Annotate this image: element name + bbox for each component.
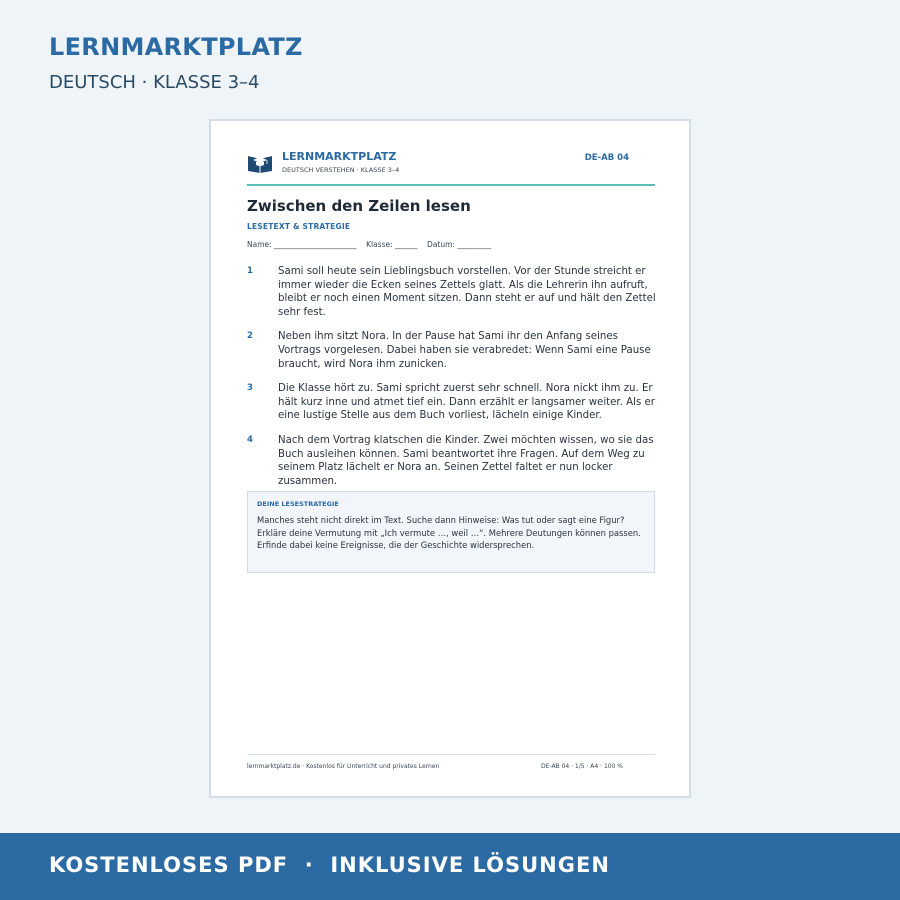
paragraph-text: Die Klasse hört zu. Sami spricht zuerst sehr schnell. Nora nickt ihm zu. Er hält kurz inne und atmet tief ein. Dann erzählt er langsamer weiter. Als er eine lustige Stelle aus dem Buch vorliest, lächeln einige Kinder. bbox=[278, 383, 655, 422]
worksheet-title: Zwischen den Zeilen lesen bbox=[247, 197, 471, 215]
paragraph-number: 2 bbox=[247, 331, 253, 342]
paragraph-number: 1 bbox=[247, 266, 253, 276]
sheet-logo-title: LERNMARKTPLATZ bbox=[282, 150, 397, 163]
worksheet-page bbox=[209, 119, 691, 798]
book-graduation-cap-icon bbox=[247, 151, 273, 173]
student-info-fields: Name: ______________________ Klasse: ______ Datum: _________ bbox=[247, 240, 492, 249]
brand-title: LERNMARKTPLATZ bbox=[49, 33, 303, 61]
sheet-logo-subtitle: DEUTSCH VERSTEHEN · KLASSE 3–4 bbox=[282, 166, 400, 174]
paragraph bbox=[247, 265, 659, 319]
paragraph-text: Nach dem Vortrag klatschen die Kinder. Zwei möchten wissen, wo sie das Buch ausleihen können. Sami beantwortet ihre Fragen. Auf dem Weg zu seinem Platz lächelt er Nora an. Seinen Zettel faltet er nun locker zusammen. bbox=[278, 434, 654, 487]
bottom-banner bbox=[0, 833, 900, 900]
worksheet-label: LESETEXT & STRATEGIE bbox=[247, 222, 351, 231]
strategy-title: DEINE LESESTRATEGIE bbox=[257, 500, 339, 508]
paragraph-text: Sami soll heute sein Lieblingsbuch vorstellen. Vor der Stunde streicht er immer wieder die Ecken seines Zettels glatt. Als die Lehrerin ihn aufruft, bleibt er noch einen Moment sitzen. Dann steht er auf und hält den Zettel sehr fest. bbox=[278, 266, 656, 318]
footer-left-text: lernmarktplatz.de · Kostenlos für Unterricht und privates Lernen bbox=[247, 763, 440, 770]
paragraph bbox=[247, 382, 659, 423]
paragraph-number: 3 bbox=[247, 383, 253, 394]
footer-page-info: DE-AB 04 · 1/5 · A4 · 100 % bbox=[541, 763, 624, 770]
document-code: DE-AB 04 bbox=[584, 153, 629, 163]
paragraph-number: 4 bbox=[247, 434, 253, 445]
paragraph bbox=[247, 330, 659, 371]
reading-text bbox=[247, 265, 659, 499]
banner-text: KOSTENLOSES PDF · INKLUSIVE LÖSUNGEN bbox=[49, 853, 610, 877]
paragraph bbox=[247, 434, 659, 488]
brand-subtitle: DEUTSCH · KLASSE 3–4 bbox=[49, 72, 260, 93]
strategy-text: Manches steht nicht direkt im Text. Suche dann Hinweise: Was tut oder sagt eine Figur? Erkläre deine Vermutung mit „Ich vermute …, weil …“. Mehrere Deutungen können passen. Erfinde dabei keine Ereignisse, die der Geschichte widersprechen. bbox=[257, 515, 641, 550]
header-divider bbox=[247, 184, 655, 186]
strategy-box bbox=[247, 491, 655, 573]
paragraph-text: Neben ihm sitzt Nora. In der Pause hat Sami ihr den Anfang seines Vortrags vorgelesen. Dabei haben sie verabredet: Wenn Sami eine Pause braucht, wird Nora ihm zunicken. bbox=[278, 331, 651, 370]
footer-divider bbox=[247, 754, 655, 755]
